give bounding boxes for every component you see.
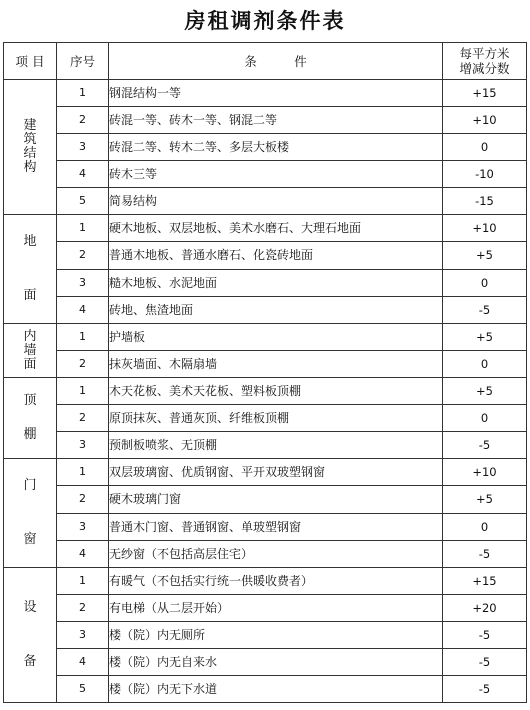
table-row (4, 161, 527, 188)
seq-cell: 4 (57, 540, 109, 567)
condition-cell: 无纱窗（不包括高层住宅） (109, 540, 443, 567)
seq-cell: 4 (57, 649, 109, 676)
seq-cell: 3 (57, 513, 109, 540)
score-cell: +15 (443, 80, 527, 107)
condition-cell: 有电梯（从二层开始） (109, 595, 443, 622)
category-label: 内墙面 (23, 328, 37, 372)
score-cell: -5 (443, 622, 527, 649)
condition-cell: 有暖气（不包括实行统一供暖收费者） (109, 568, 443, 595)
condition-cell: 原顶抹灰、普通灰顶、纤维板顶棚 (109, 405, 443, 432)
table-row (4, 296, 527, 323)
table-row (4, 215, 527, 242)
seq-cell: 1 (57, 459, 109, 486)
table-row (4, 242, 527, 269)
table-row (4, 80, 527, 107)
condition-cell: 砖混一等、砖木一等、钢混二等 (109, 107, 443, 134)
table-row (4, 107, 527, 134)
score-cell: +5 (443, 486, 527, 513)
condition-cell: 普通木门窗、普通钢窗、单玻塑钢窗 (109, 513, 443, 540)
seq-cell: 1 (57, 324, 109, 351)
score-cell: +10 (443, 459, 527, 486)
seq-cell: 3 (57, 134, 109, 161)
score-cell: +5 (443, 324, 527, 351)
score-cell: 0 (443, 513, 527, 540)
condition-cell: 双层玻璃窗、优质钢窗、平开双玻塑钢窗 (109, 459, 443, 486)
condition-cell: 硬木地板、双层地板、美术水磨石、大理石地面 (109, 215, 443, 242)
table-row (4, 324, 527, 351)
seq-cell: 2 (57, 595, 109, 622)
seq-cell: 1 (57, 378, 109, 405)
seq-cell: 4 (57, 296, 109, 323)
score-cell: +20 (443, 595, 527, 622)
category-label: 地面 (23, 234, 37, 303)
rent-adjustment-table (3, 42, 527, 703)
condition-cell: 护墙板 (109, 324, 443, 351)
score-cell: 0 (443, 405, 527, 432)
seq-cell: 3 (57, 622, 109, 649)
header-score-line2: 增减分数 (459, 61, 510, 76)
seq-cell: 3 (57, 432, 109, 459)
condition-cell: 楼（院）内无下水道 (109, 676, 443, 703)
condition-cell: 普通木地板、普通水磨石、化瓷砖地面 (109, 242, 443, 269)
category-cell (4, 459, 57, 568)
table-body (4, 80, 527, 703)
header-score (443, 43, 527, 80)
condition-cell: 硬木玻璃门窗 (109, 486, 443, 513)
category-cell (4, 215, 57, 324)
seq-cell: 2 (57, 107, 109, 134)
seq-cell: 2 (57, 242, 109, 269)
table-row (4, 459, 527, 486)
seq-cell: 1 (57, 80, 109, 107)
seq-cell: 3 (57, 269, 109, 296)
table-row (4, 568, 527, 595)
score-cell: -10 (443, 161, 527, 188)
page-title: 房租调剂条件表 (184, 8, 346, 33)
category-label: 门窗 (23, 478, 37, 547)
category-cell (4, 568, 57, 703)
table-row (4, 188, 527, 215)
score-cell: 0 (443, 351, 527, 378)
score-cell: -5 (443, 676, 527, 703)
seq-cell: 5 (57, 676, 109, 703)
table-row (4, 513, 527, 540)
condition-cell: 砖地、焦渣地面 (109, 296, 443, 323)
header-condition: 条 件 (109, 43, 443, 80)
score-cell: +5 (443, 378, 527, 405)
seq-cell: 5 (57, 188, 109, 215)
header-row (4, 43, 527, 80)
score-cell: +5 (443, 242, 527, 269)
table-row (4, 486, 527, 513)
header-item: 项 目 (4, 43, 57, 80)
table-row (4, 269, 527, 296)
score-cell: 0 (443, 134, 527, 161)
header-score-line1: 每平方米 (459, 46, 510, 61)
condition-cell: 楼（院）内无厕所 (109, 622, 443, 649)
category-cell (4, 324, 57, 378)
header-seq: 序号 (57, 43, 109, 80)
category-label: 顶棚 (23, 393, 37, 442)
category-label: 建筑结构 (23, 118, 37, 175)
category-cell (4, 378, 57, 459)
category-label: 设备 (23, 600, 37, 669)
table-row (4, 540, 527, 567)
seq-cell: 2 (57, 486, 109, 513)
table-row (4, 432, 527, 459)
score-cell: -5 (443, 540, 527, 567)
table-row (4, 595, 527, 622)
score-cell: 0 (443, 269, 527, 296)
condition-cell: 糙木地板、水泥地面 (109, 269, 443, 296)
condition-cell: 简易结构 (109, 188, 443, 215)
score-cell: -5 (443, 432, 527, 459)
table-row (4, 649, 527, 676)
seq-cell: 4 (57, 161, 109, 188)
score-cell: +15 (443, 568, 527, 595)
score-cell: -15 (443, 188, 527, 215)
seq-cell: 1 (57, 215, 109, 242)
condition-cell: 砖混二等、转木二等、多层大板楼 (109, 134, 443, 161)
condition-cell: 钢混结构一等 (109, 80, 443, 107)
table-row (4, 405, 527, 432)
condition-cell: 木天花板、美术天花板、塑料板顶棚 (109, 378, 443, 405)
table-row (4, 676, 527, 703)
score-cell: -5 (443, 296, 527, 323)
seq-cell: 2 (57, 405, 109, 432)
condition-cell: 预制板喷浆、无顶棚 (109, 432, 443, 459)
score-cell: +10 (443, 107, 527, 134)
table-row (4, 622, 527, 649)
condition-cell: 抹灰墙面、木隔扇墙 (109, 351, 443, 378)
category-cell (4, 80, 57, 215)
condition-cell: 砖木三等 (109, 161, 443, 188)
seq-cell: 2 (57, 351, 109, 378)
table-row (4, 134, 527, 161)
score-cell: +10 (443, 215, 527, 242)
seq-cell: 1 (57, 568, 109, 595)
table-row (4, 378, 527, 405)
table-row (4, 351, 527, 378)
condition-cell: 楼（院）内无自来水 (109, 649, 443, 676)
score-cell: -5 (443, 649, 527, 676)
